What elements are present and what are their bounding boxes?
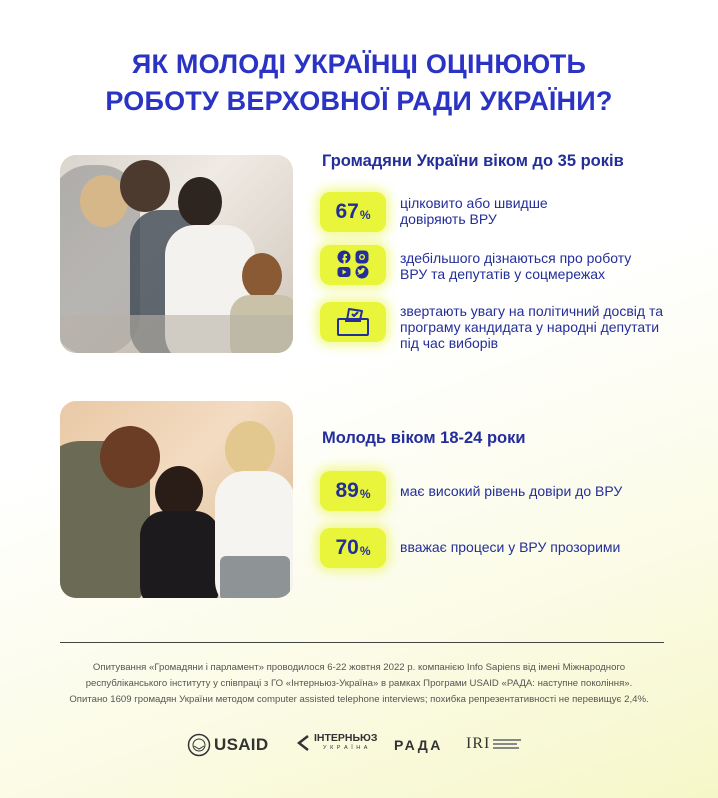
stat-description-high-trust: має високий рівень довіри до ВРУ	[400, 483, 623, 499]
stat-description-social: здебільшого дізнаються про роботу ВРУ та депутатів у соцмережах	[400, 250, 632, 282]
stat-badge-transparency	[320, 528, 386, 568]
title-line-2: РОБОТУ ВЕРХОВНОЇ РАДИ УКРАЇНИ?	[105, 86, 613, 116]
office-team-photo	[60, 155, 293, 353]
stat-unit: %	[359, 487, 371, 501]
section-18-24-heading: Молодь віком 18-24 роки	[322, 429, 526, 447]
stat-value: 89	[335, 479, 359, 502]
stat-description-trust: цілковито або швидше довіряють ВРУ	[400, 195, 548, 227]
stat-unit: %	[359, 544, 371, 558]
ballot-box-icon	[335, 307, 371, 337]
internews-chevron-icon	[294, 733, 312, 753]
ballot-badge	[320, 302, 386, 342]
social-media-badge	[320, 245, 386, 285]
stat-value: 67	[335, 200, 359, 223]
survey-footnote: Опитування «Громадяни і парламент» проводилося 6-22 жовтня 2022 р. компанією Info Sapiens від імені Міжнародного республіканського інституту у співпраці з ГО «Інтерньюз-Україна» в рамках Програми USAID «РАДА: наступне покоління». Опитано 1609 громадян України методом computer assisted telephone interviews; похибка репрезентативності не перевищує 2,4%.	[69, 662, 649, 705]
stat-value: 70	[335, 536, 359, 559]
iri-logo: IRI	[466, 735, 523, 753]
usaid-logo: USAID	[187, 733, 268, 757]
social-media-icons	[333, 248, 373, 282]
usaid-seal-icon	[187, 733, 211, 757]
stat-badge-high-trust	[320, 471, 386, 511]
stat-description-transparency: вважає процеси у ВРУ прозорими	[400, 539, 621, 555]
page-title	[0, 46, 718, 120]
young-people-laptop-photo	[60, 401, 293, 598]
internews-logo: ІНТЕРНЬЮЗ У К Р А Ї Н А	[294, 733, 377, 753]
stat-unit: %	[359, 208, 371, 222]
divider	[60, 642, 664, 643]
stat-badge-trust	[320, 192, 386, 232]
iri-fineprint	[493, 737, 523, 751]
title-line-1: ЯК МОЛОДІ УКРАЇНЦІ ОЦІНЮЮТЬ	[131, 49, 587, 79]
stat-description-ballot: звертають увагу на політичний досвід та програму кандидата у народні депутати під час виборів	[400, 303, 663, 351]
rada-logo: РАДА	[394, 737, 443, 753]
partner-logos	[0, 733, 718, 763]
section-under-35-heading: Громадяни України віком до 35 років	[322, 152, 624, 170]
